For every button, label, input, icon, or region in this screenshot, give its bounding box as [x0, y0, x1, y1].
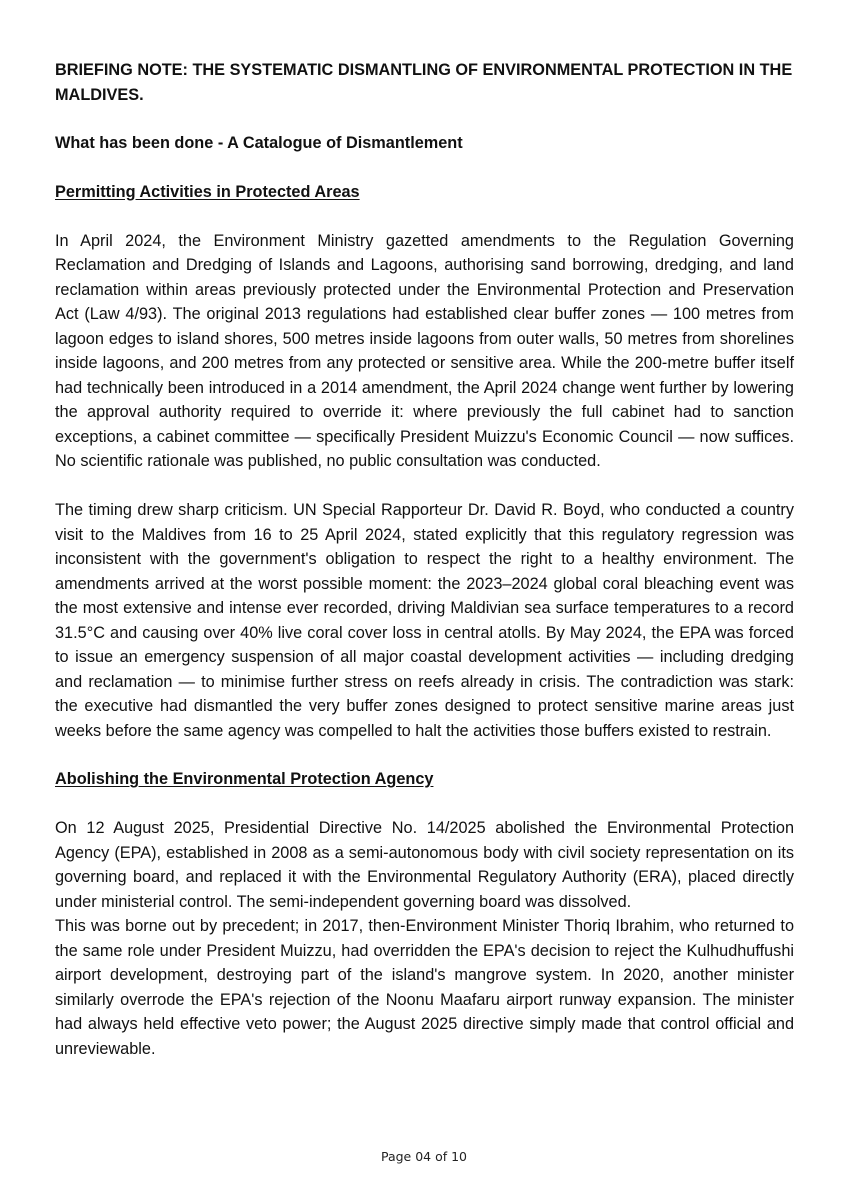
section-heading-epa: Abolishing the Environmental Protection Agency: [55, 770, 434, 788]
document-body: [55, 58, 794, 1061]
document-subtitle: What has been done - A Catalogue of Dismantlement: [55, 134, 463, 152]
document-title: BRIEFING NOTE: THE SYSTEMATIC DISMANTLING OF ENVIRONMENTAL PROTECTION IN THE MALDIVES.: [55, 61, 793, 104]
paragraph-epa-1: On 12 August 2025, Presidential Directive No. 14/2025 abolished the Environmental Protection Agency (EPA), established in 2008 as a semi-autonomous body with civil society representation on its governing board, and replaced it with the Environmental Regulatory Authority (ERA), placed directly under ministerial control. The semi-independent governing board was dissolved.: [55, 819, 794, 911]
paragraph-epa-2: This was borne out by precedent; in 2017, then-Environment Minister Thoriq Ibrahim, who returned to the same role under President Muizzu, had overridden the EPA's decision to reject the Kulhudhuffushi airport development, destroying part of the island's mangrove system. In 2020, another minister similarly overrode the EPA's rejection of the Noonu Maafaru airport runway expansion. The minister had always held effective veto power; the August 2025 directive simply made that control official and unreviewable.: [55, 917, 794, 1058]
page-number: Page 04 of 10: [380, 1149, 468, 1164]
paragraph-permitting-2: The timing drew sharp criticism. UN Special Rapporteur Dr. David R. Boyd, who conducted a country visit to the Maldives from 16 to 25 April 2024, stated explicitly that this regulatory regression was inconsistent with the government's obligation to respect the right to a healthy environment. The amendments arrived at the worst possible moment: the 2023–2024 global coral bleaching event was the most extensive and intense ever recorded, driving Maldivian sea surface temperatures to a record 31.5°C and causing over 40% live coral cover loss in central atolls. By May 2024, the EPA was forced to issue an emergency suspension of all major coastal development activities — including dredging and reclamation — to minimise further stress on reefs already in crisis. The contradiction was stark: the executive had dismantled the very buffer zones designed to protect sensitive marine areas just weeks before the same agency was compelled to halt the activities those buffers existed to restrain.: [55, 501, 794, 740]
section-heading-permitting: Permitting Activities in Protected Areas: [55, 182, 360, 201]
paragraph-permitting-1: In April 2024, the Environment Ministry gazetted amendments to the Regulation Governing Reclamation and Dredging of Islands and Lagoons, authorising sand borrowing, dredging, and land reclamation within areas previously protected under the Environmental Protection and Preservation Act (Law 4/93). The original 2013 regulations had established clear buffer zones — 100 metres from lagoon edges to island shores, 500 metres inside lagoons from outer walls, 50 metres from shorelines inside lagoons, and 200 metres from any protected or sensitive area. While the 200-metre buffer itself had technically been introduced in a 2014 amendment, the April 2024 change went further by lowering the approval authority required to override it: where previously the full cabinet had to sanction exceptions, a cabinet committee — specifically President Muizzu's Economic Council — now suffices. No scientific rationale was published, no public consultation was conducted.: [55, 231, 794, 470]
